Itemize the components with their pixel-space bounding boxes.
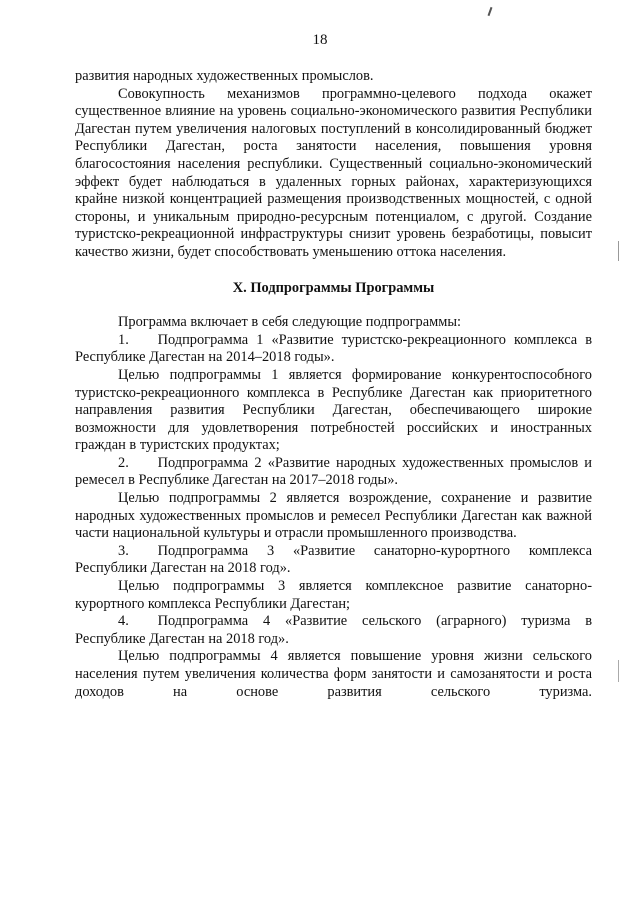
paragraph-intro: Программа включает в себя следующие подпрограммы: <box>118 314 462 331</box>
list-item-subprogram-1: 1. Подпрограмма 1 «Развитие туристско-рекреационного комплекса в Республике Дагестан на 2014–2018 годы». <box>75 331 592 366</box>
document-body <box>75 68 592 701</box>
paragraph-program-effect: Совокупность механизмов программно-целевого подхода окажет существенное влияние на уровень социально-экономического развития Республики Дагестан путем увеличения налоговых поступлений в консолидированный бюджет Республики Дагестан, роста занятости населения, повышения уровня благосостояния населения республики. Существенный социально-экономический эффект будет наблюдаться в удаленных горных районах, характеризующихся крайне низкой концентрацией размещения производственных мощностей, с одной стороны, и уникальным природно-ресурсным потенциалом, с другой. Создание туристско-рекреационной инфраструктуры снизит уровень безработицы, повысит качество жизни, будет способствовать уменьшению оттока населения. <box>75 85 592 260</box>
list-item-subprogram-3: 3. Подпрограмма 3 «Развитие санаторно-курортного комплекса Республики Дагестан на 2018 год». <box>75 542 592 577</box>
section-heading: X. Подпрограммы Программы <box>232 279 435 296</box>
scan-mark <box>618 660 619 682</box>
paragraph-subprogram-3-goal: Целью подпрограммы 3 является комплексное развитие санаторно-курортного комплекса Республики Дагестан; <box>75 578 592 612</box>
page-number: 18 <box>312 32 328 48</box>
scan-mark <box>488 7 493 16</box>
scan-mark <box>618 241 619 261</box>
paragraph-subprogram-2-goal: Целью подпрограммы 2 является возрождение, сохранение и развитие народных художественных промыслов и ремесел Республики Дагестан как важной части национальной культуры и отрасли промышленного производства. <box>75 490 592 542</box>
list-item-subprogram-2: 2. Подпрограмма 2 «Развитие народных художественных промыслов и ремесел в Республике Дагестан на 2017–2018 годы». <box>75 454 592 489</box>
paragraph-subprogram-4-goal: Целью подпрограммы 4 является повышение уровня жизни сельского населения путем увеличения количества форм занятости и самозанятости и роста доходов на основе развития сельского туризма. <box>75 648 592 700</box>
list-item-subprogram-4: 4. Подпрограмма 4 «Развитие сельского (аграрного) туризма в Республике Дагестан на 2018 год». <box>75 613 592 647</box>
paragraph-continuation: развития народных художественных промыслов. <box>75 68 374 84</box>
paragraph-subprogram-1-goal: Целью подпрограммы 1 является формирование конкурентоспособного туристско-рекреационного комплекса в Республике Дагестан как приоритетного направления развития Республики Дагестан, обеспечивающего широкие возможности для удовлетворения потребностей российских и иностранных граждан в туристских продуктах; <box>75 366 592 454</box>
